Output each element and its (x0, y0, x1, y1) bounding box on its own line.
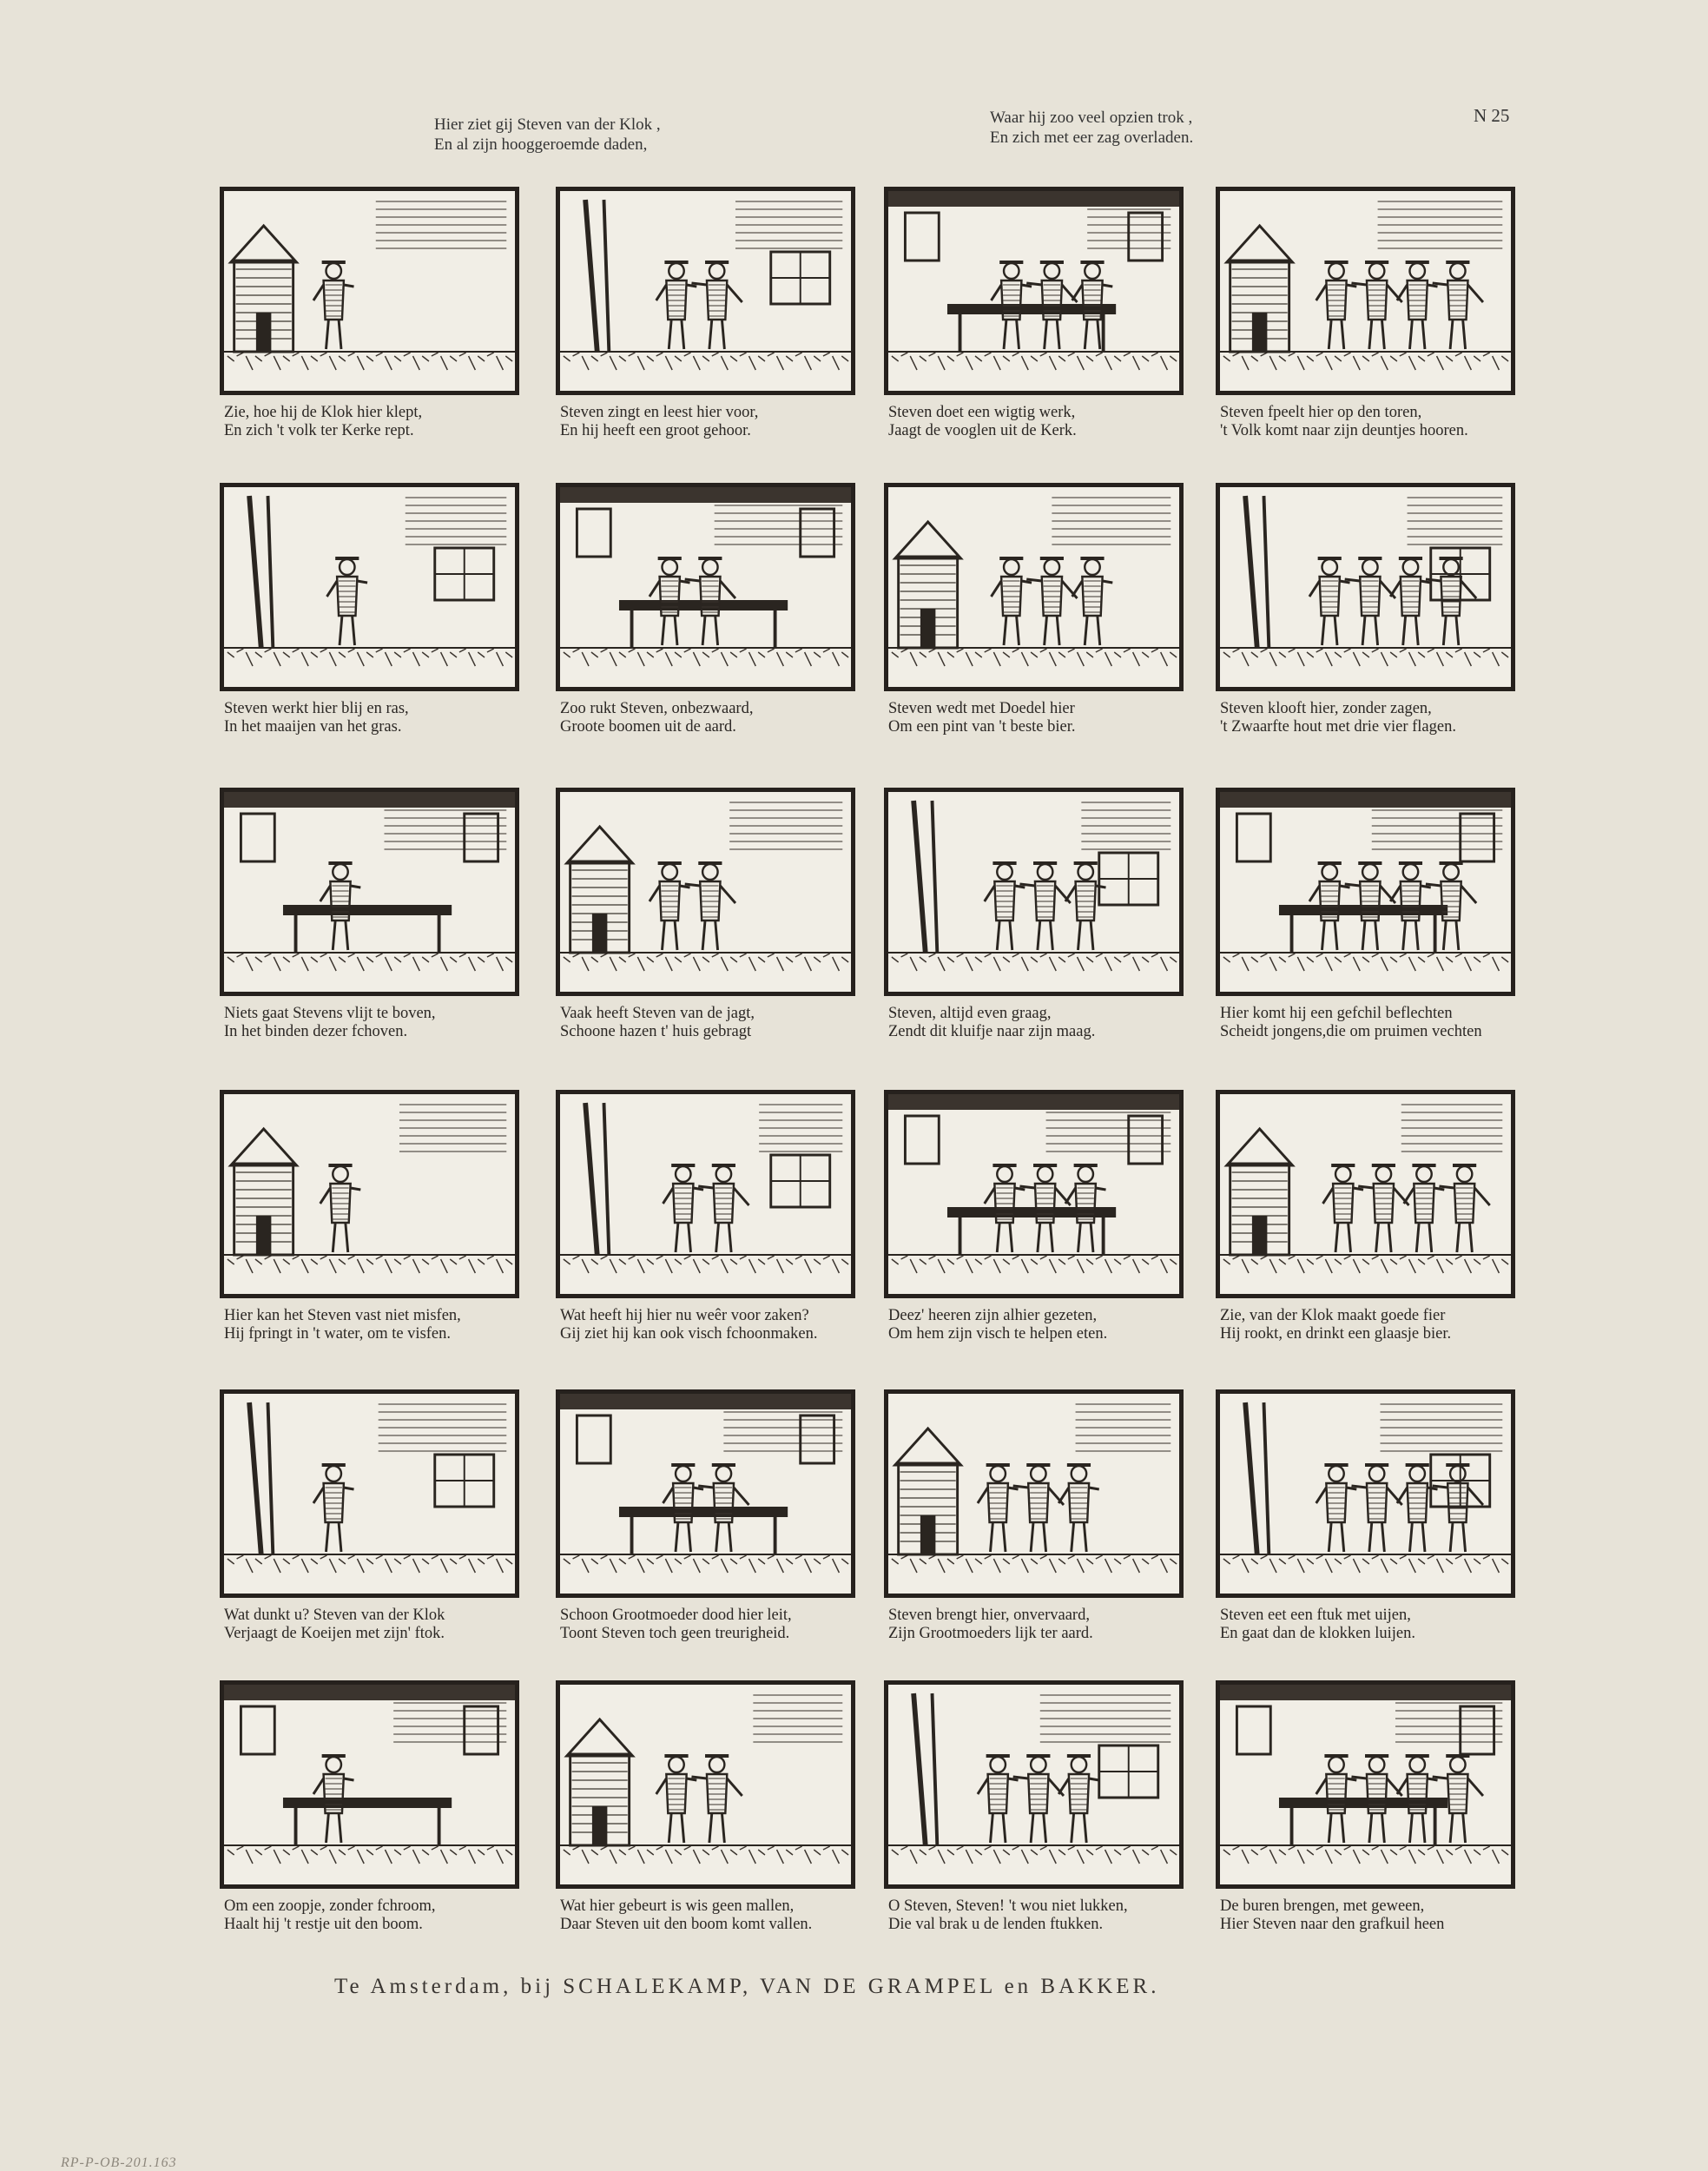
woodcut-panel (884, 187, 1184, 395)
caption-line-1: Zie, hoe hij de Klok hier klept, (224, 404, 423, 421)
caption-line-2: Verjaagt de Koeijen met zijn' ftok. (224, 1625, 445, 1642)
caption-line-1: Wat dunkt u? Steven van der Klok (224, 1607, 445, 1624)
caption-line-1: Hier kan het Steven vast niet misfen, (224, 1307, 461, 1324)
caption-line-1: De buren brengen, met geween, (1220, 1897, 1425, 1915)
caption-line-2: In het binden dezer fchoven. (224, 1023, 408, 1040)
panel-caption (888, 1307, 1227, 1343)
caption-line-2: Die val brak u de lenden ftukken. (888, 1916, 1104, 1933)
woodcut-panel (884, 788, 1184, 996)
caption-line-1: Hier komt hij een gefchil beflechten (1220, 1005, 1453, 1022)
caption-line-2: Haalt hij 't restje uit den boom. (224, 1916, 423, 1933)
panel-caption (888, 700, 1227, 736)
caption-line-1: Steven fpeelt hier op den toren, (1220, 404, 1422, 421)
header-right-verse (990, 108, 1193, 148)
woodcut-panel (884, 1389, 1184, 1598)
header-left-line1: Hier ziet gij Steven van der Klok , (434, 115, 661, 134)
caption-line-2: En zich 't volk ter Kerke rept. (224, 422, 414, 439)
panel-caption (1220, 1897, 1559, 1934)
caption-line-2: 't Zwaarfte hout met drie vier flagen. (1220, 718, 1456, 736)
caption-line-2: Toont Steven toch geen treurigheid. (560, 1625, 790, 1642)
caption-line-1: Steven werkt hier blij en ras, (224, 700, 409, 717)
header-left-line2: En al zijn hooggeroemde daden, (434, 135, 648, 154)
inventory-mark: RP-P-OB-201.163 (61, 2155, 177, 2170)
caption-line-1: Zie, van der Klok maakt goede fier (1220, 1307, 1446, 1324)
publisher-imprint: Te Amsterdam, bij SCHALEKAMP, VAN DE GRAMPEL en BAKKER. (334, 1975, 1160, 1998)
woodcut-panel (556, 788, 855, 996)
woodcut-panel (884, 1090, 1184, 1298)
caption-line-1: Steven klooft hier, zonder zagen, (1220, 700, 1432, 717)
caption-line-1: Steven, altijd even graag, (888, 1005, 1052, 1022)
caption-line-2: Om een pint van 't beste bier. (888, 718, 1076, 736)
woodcut-panel (556, 1389, 855, 1598)
header-right-line1: Waar hij zoo veel opzien trok , (990, 109, 1193, 127)
caption-line-1: Wat hier gebeurt is wis geen mallen, (560, 1897, 795, 1915)
panel-caption (224, 1897, 563, 1934)
panel-caption (888, 1607, 1227, 1643)
caption-line-2: En hij heeft een groot gehoor. (560, 422, 751, 439)
caption-line-1: Niets gaat Stevens vlijt te boven, (224, 1005, 436, 1022)
woodcut-panel (556, 483, 855, 691)
panel-caption (224, 1307, 563, 1343)
header-right-line2: En zich met eer zag overladen. (990, 129, 1194, 147)
panel-caption (1220, 404, 1559, 440)
panel-caption (560, 404, 899, 440)
panel-caption (560, 1307, 899, 1343)
header-left-verse (434, 115, 661, 155)
caption-line-1: Vaak heeft Steven van de jagt, (560, 1005, 755, 1022)
panel-caption (888, 1897, 1227, 1934)
caption-line-1: Steven eet een ftuk met uijen, (1220, 1607, 1411, 1624)
caption-line-2: Schoone hazen t' huis gebragt (560, 1023, 752, 1040)
panel-caption (224, 700, 563, 736)
woodcut-panel (556, 1090, 855, 1298)
caption-line-1: Steven zingt en leest hier voor, (560, 404, 759, 421)
woodcut-panel (220, 483, 519, 691)
woodcut-panel (220, 1090, 519, 1298)
caption-line-2: Hij fpringt in 't water, om te visfen. (224, 1325, 452, 1343)
caption-line-2: Om hem zijn visch te helpen eten. (888, 1325, 1108, 1343)
caption-line-1: Wat heeft hij hier nu weêr voor zaken? (560, 1307, 809, 1324)
woodcut-panel (220, 788, 519, 996)
woodcut-panel (884, 483, 1184, 691)
woodcut-panel (1216, 1389, 1515, 1598)
caption-line-1: Zoo rukt Steven, onbezwaard, (560, 700, 754, 717)
caption-line-1: Deez' heeren zijn alhier gezeten, (888, 1307, 1098, 1324)
panel-caption (888, 1005, 1227, 1041)
panel-caption (888, 404, 1227, 440)
caption-line-2: 't Volk komt naar zijn deuntjes hooren. (1220, 422, 1468, 439)
caption-line-2: Groote boomen uit de aard. (560, 718, 736, 736)
panel-caption (224, 1005, 563, 1041)
panel-caption (560, 1005, 899, 1041)
sheet-number: N 25 (1474, 105, 1510, 126)
woodcut-panel (1216, 1090, 1515, 1298)
caption-line-1: Steven brengt hier, onvervaard, (888, 1607, 1090, 1624)
caption-line-2: Hij rookt, en drinkt een glaasje bier. (1220, 1325, 1452, 1343)
woodcut-panel (884, 1680, 1184, 1889)
woodcut-panel (220, 187, 519, 395)
caption-line-1: Steven doet een wigtig werk, (888, 404, 1076, 421)
caption-line-1: Om een zoopje, zonder fchroom, (224, 1897, 436, 1915)
caption-line-2: Gij ziet hij kan ook visch fchoonmaken. (560, 1325, 818, 1343)
caption-line-1: Steven wedt met Doedel hier (888, 700, 1075, 717)
panel-caption (1220, 700, 1559, 736)
caption-line-2: Jaagt de vooglen uit de Kerk. (888, 422, 1077, 439)
caption-line-2: Scheidt jongens,die om pruimen vechten (1220, 1023, 1482, 1040)
caption-line-2: In het maaijen van het gras. (224, 718, 402, 736)
caption-line-2: En gaat dan de klokken luijen. (1220, 1625, 1416, 1642)
panel-caption (560, 1897, 899, 1934)
panel-caption (560, 700, 899, 736)
woodcut-panel (220, 1680, 519, 1889)
caption-line-2: Hier Steven naar den grafkuil heen (1220, 1916, 1445, 1933)
woodcut-panel (220, 1389, 519, 1598)
woodcut-panel (556, 187, 855, 395)
panel-caption (224, 404, 563, 440)
panel-caption (1220, 1005, 1559, 1041)
woodcut-panel (556, 1680, 855, 1889)
caption-line-1: Schoon Grootmoeder dood hier leit, (560, 1607, 792, 1624)
caption-line-2: Daar Steven uit den boom komt vallen. (560, 1916, 813, 1933)
panel-caption (560, 1607, 899, 1643)
panel-caption (224, 1607, 563, 1643)
woodcut-panel (1216, 788, 1515, 996)
caption-line-2: Zijn Grootmoeders lijk ter aard. (888, 1625, 1093, 1642)
woodcut-panel (1216, 1680, 1515, 1889)
caption-line-2: Zendt dit kluifje naar zijn maag. (888, 1023, 1096, 1040)
panel-caption (1220, 1307, 1559, 1343)
woodcut-panel (1216, 483, 1515, 691)
caption-line-1: O Steven, Steven! 't wou niet lukken, (888, 1897, 1128, 1915)
woodcut-panel (1216, 187, 1515, 395)
panel-caption (1220, 1607, 1559, 1643)
